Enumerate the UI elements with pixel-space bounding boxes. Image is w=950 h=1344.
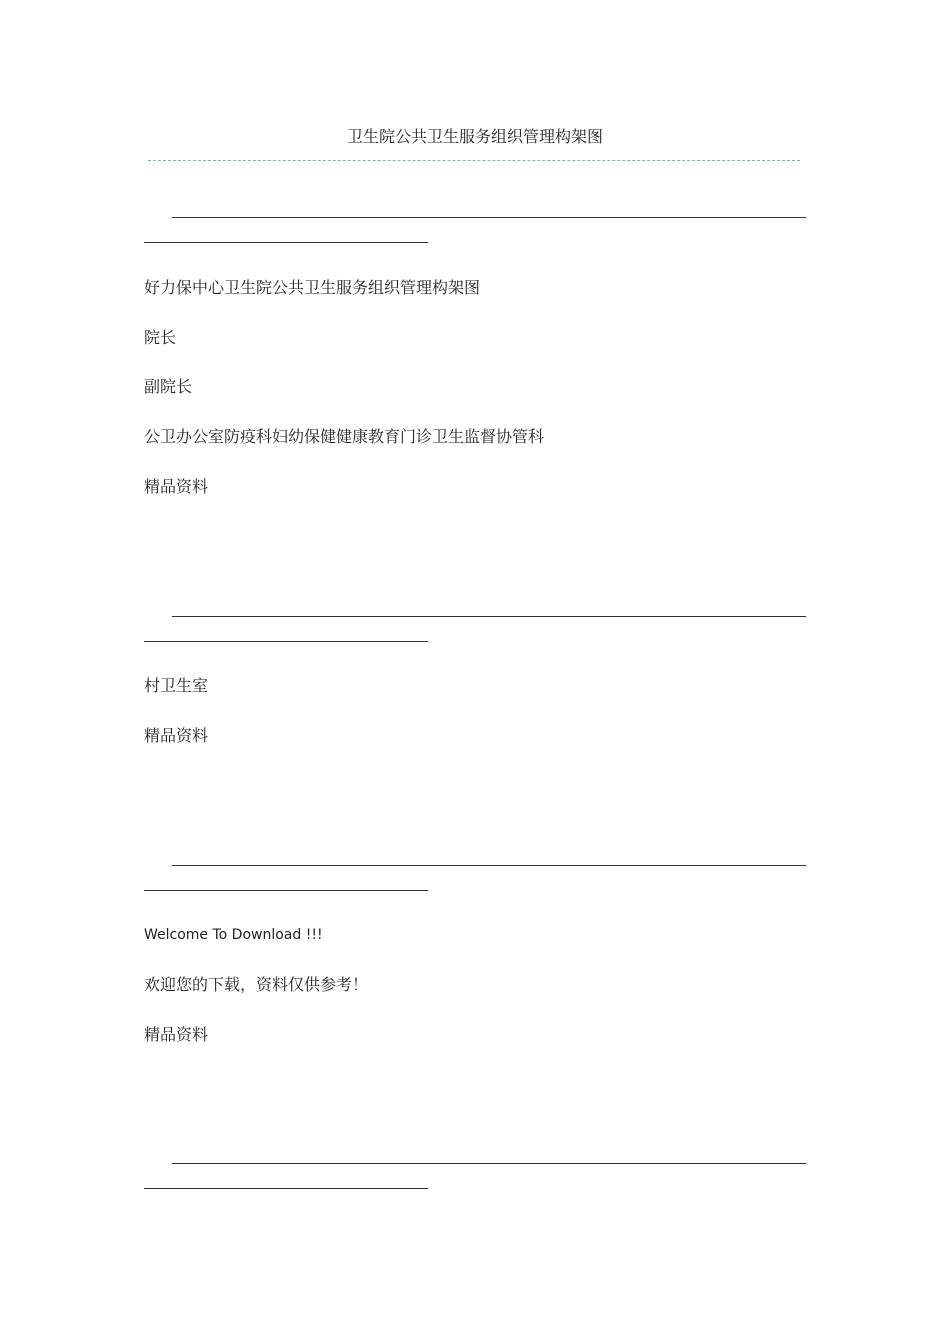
separator-line (144, 641, 428, 642)
org-level-village-clinic: 村卫生室 (144, 676, 209, 695)
separator-line (172, 616, 806, 617)
org-level-director: 院长 (144, 328, 177, 347)
document-title: 好力保中心卫生院公共卫生服务组织管理构架图 (144, 278, 481, 297)
separator-line (144, 1188, 428, 1189)
separator-line (144, 890, 428, 891)
footer-note: 精品资料 (144, 477, 209, 496)
separator-line (172, 1163, 806, 1164)
welcome-text-cn: 欢迎您的下载，资料仅供参考！ (144, 975, 369, 994)
header-dashed-rule (148, 160, 800, 161)
separator-line (172, 865, 806, 866)
org-level-deputy-director: 副院长 (144, 377, 193, 396)
org-level-departments: 公卫办公室防疫科妇幼保健健康教育门诊卫生监督协管科 (144, 427, 545, 446)
separator-line (144, 242, 428, 243)
footer-note: 精品资料 (144, 1025, 209, 1044)
welcome-text: Welcome To Download !!! (144, 927, 323, 943)
page-header-title: 卫生院公共卫生服务组织管理构架图 (346, 127, 603, 146)
footer-note: 精品资料 (144, 726, 209, 745)
separator-line (172, 217, 806, 218)
